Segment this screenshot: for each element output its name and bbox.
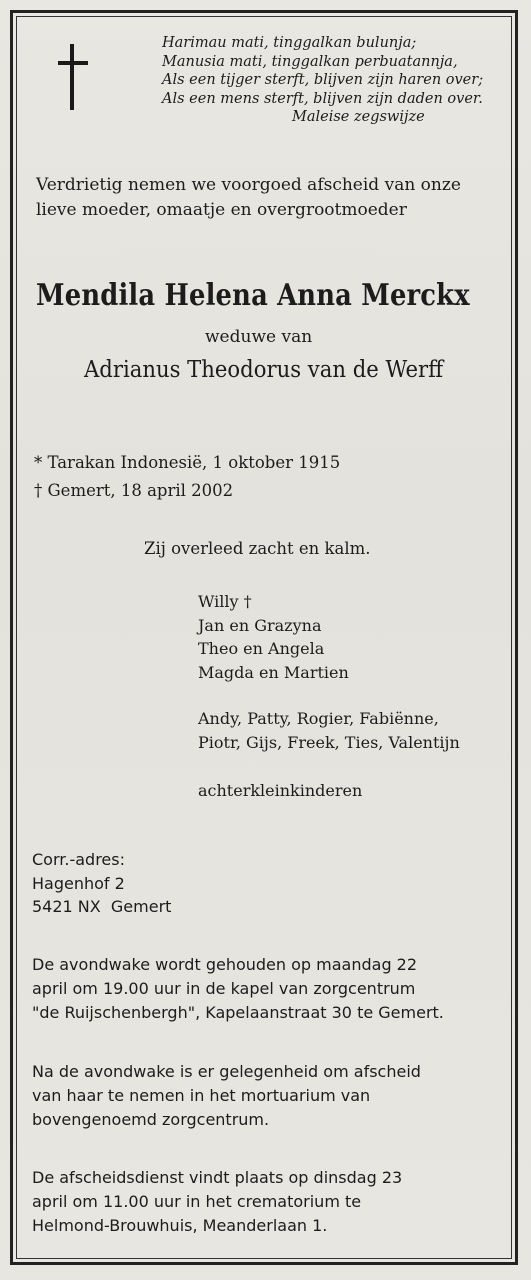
list-item: Willy †: [198, 592, 252, 611]
widow-of-label: weduwe van: [205, 327, 313, 347]
farewell-line: van haar te nemen in het mortuarium van: [32, 1086, 371, 1105]
wake-line: april om 19.00 uur in de kapel van zorgcentrum: [32, 979, 416, 998]
farewell-paragraph: [32, 1060, 421, 1132]
birth-info: * Tarakan Indonesië, 1 oktober 1915: [34, 453, 341, 472]
wake-line: "de Ruijschenbergh", Kapelaanstraat 30 te Gemert.: [32, 1003, 444, 1022]
grandchildren-line: Piotr, Gijs, Freek, Ties, Valentijn: [198, 732, 460, 752]
passed-line: Zij overleed zacht en kalm.: [144, 539, 371, 558]
wake-line: De avondwake wordt gehouden op maandag 22: [32, 955, 418, 974]
farewell-line: Na de avondwake is er gelegenheid om afscheid: [32, 1062, 421, 1081]
intro-text: [36, 173, 461, 223]
children-list: [198, 590, 349, 684]
intro-line: lieve moeder, omaatje en overgrootmoeder: [36, 200, 407, 220]
poem-line: Manusia mati, tinggalkan perbuatannja,: [162, 53, 458, 70]
cross-icon: [58, 44, 88, 110]
great-grandchildren: achterkleinkinderen: [198, 781, 363, 800]
list-item: Magda en Martien: [198, 662, 349, 682]
service-line: De afscheidsdienst vindt plaats op dinsdag 23: [32, 1168, 403, 1187]
grandchildren-line: Andy, Patty, Rogier, Fabiënne,: [198, 709, 439, 728]
address-label: Corr.-adres:: [32, 850, 125, 869]
farewell-line: bovengenoemd zorgcentrum.: [32, 1110, 270, 1129]
poem: [162, 34, 483, 127]
list-item: Theo en Angela: [198, 639, 325, 658]
poem-line: Harimau mati, tinggalkan bulunja;: [162, 35, 417, 51]
poem-line: Als een mens sterft, blijven zijn daden over.: [162, 90, 483, 107]
address-city: 5421 NX Gemert: [32, 897, 172, 916]
list-item: Jan en Grazyna: [198, 615, 322, 635]
service-line: april om 11.00 uur in het crematorium te: [32, 1192, 362, 1211]
death-info: † Gemert, 18 april 2002: [34, 481, 234, 500]
address-street: Hagenhof 2: [32, 873, 125, 893]
deceased-name: Mendila Helena Anna Merckx: [36, 278, 470, 313]
correspondence-address: [32, 848, 171, 919]
service-line: Helmond-Brouwhuis, Meanderlaan 1.: [32, 1216, 328, 1235]
spouse-name: Adrianus Theodorus van de Werff: [84, 357, 444, 383]
grandchildren-list: [198, 707, 460, 754]
intro-line: Verdrietig nemen we voorgoed afscheid van onze: [36, 175, 461, 195]
poem-source: Maleise zegswijze: [292, 109, 425, 125]
poem-line: Als een tijger sterft, blijven zijn haren over;: [162, 72, 484, 88]
service-paragraph: [32, 1166, 402, 1238]
wake-paragraph: [32, 953, 444, 1025]
